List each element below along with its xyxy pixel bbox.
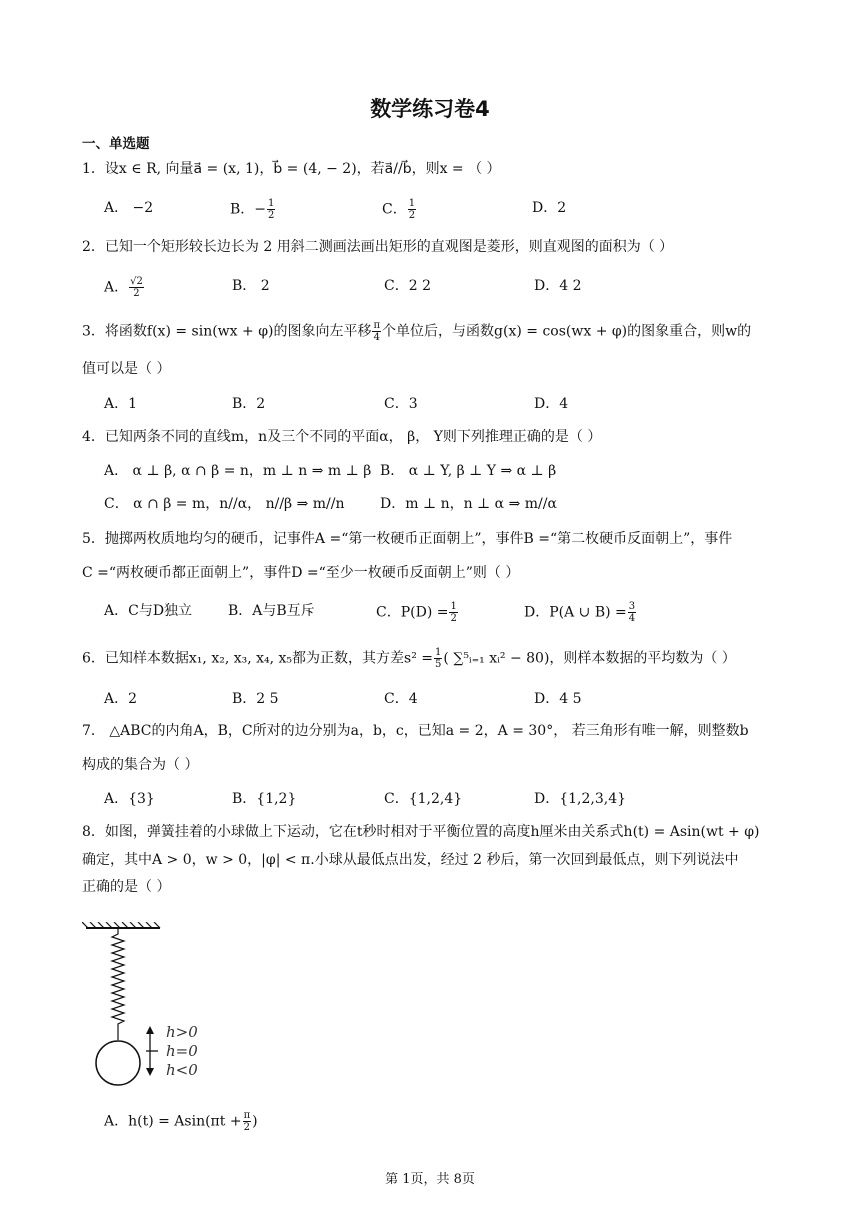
q1-b-fraction bbox=[267, 198, 275, 221]
q2-option-a[interactable] bbox=[104, 276, 145, 299]
q4-option-c[interactable]: C． α ∩ β = m，n//α， n//β ⇒ m//n bbox=[104, 496, 345, 512]
q7-option-a[interactable]: A．{3} bbox=[104, 791, 155, 807]
q6-frac-den: 5 bbox=[435, 659, 442, 670]
question-8-stem: 8．如图，弹簧挂着的小球做上下运动，它在t秒时相对于平衡位置的高度h厘米由关系式h(t) = Asin(wt + φ) bbox=[82, 824, 760, 840]
q1-option-b[interactable] bbox=[230, 198, 276, 221]
question-1-stem: 1．设x ∈ R, 向量a⃗ = (x, 1)，b⃗ = (4, − 2)，若a⃗//b⃗，则x = （ ） bbox=[82, 161, 501, 177]
q1-option-c[interactable] bbox=[382, 198, 417, 221]
q5-option-a[interactable]: A．C与D独立 bbox=[104, 603, 193, 619]
question-8-stem-line3: 正确的是（ ） bbox=[82, 879, 171, 895]
q3-option-a[interactable]: A．1 bbox=[104, 396, 138, 412]
q7-option-c[interactable]: C．{1,2,4} bbox=[384, 791, 463, 807]
q2-option-c[interactable]: C．2 2 bbox=[384, 278, 431, 294]
q5-d-den: 4 bbox=[628, 613, 636, 624]
q3-text-post: 个单位后，与函数g(x) = cos(wx + φ)的图象重合，则w的 bbox=[382, 323, 752, 340]
q8-a-suffix: ) bbox=[252, 1113, 258, 1130]
q6-option-d[interactable]: D．4 5 bbox=[534, 691, 582, 707]
q2-option-b[interactable]: B． 2 bbox=[232, 278, 270, 294]
q3-option-b[interactable]: B．2 bbox=[232, 396, 266, 412]
q1-c-den: 2 bbox=[408, 210, 416, 221]
q5-option-d[interactable] bbox=[524, 601, 637, 624]
q1-option-a[interactable]: A． −2 bbox=[104, 200, 154, 216]
q5-c-fraction bbox=[449, 601, 457, 624]
q5-option-b[interactable]: B．A与B互斥 bbox=[228, 603, 315, 619]
q6-fraction bbox=[434, 647, 442, 670]
question-3-stem bbox=[82, 320, 751, 343]
question-7-stem: 7． △ABC的内角A，B，C所对的边分别为a，b，c，已知a = 2，A = 30°， 若三角形有唯一解，则整数b bbox=[82, 723, 749, 739]
question-3-stem-line2: 值可以是（ ） bbox=[82, 361, 171, 377]
q4-option-d[interactable]: D．m ⊥ n，n ⊥ α ⇒ m//α bbox=[380, 496, 557, 512]
q1-b-den: 2 bbox=[268, 210, 275, 221]
q4-option-a[interactable]: A． α ⊥ β, α ∩ β = n，m ⊥ n ⇒ m ⊥ β bbox=[104, 463, 372, 479]
section-heading: 一、单选题 bbox=[82, 136, 150, 152]
q5-d-prefix: D．P(A ∪ B) = bbox=[524, 604, 627, 621]
q5-option-c[interactable] bbox=[376, 601, 459, 624]
q8-a-den: 2 bbox=[243, 1122, 251, 1133]
q3-option-c[interactable]: C．3 bbox=[384, 396, 418, 412]
q2-option-d[interactable]: D．4 2 bbox=[534, 278, 582, 294]
q2-a-prefix: A． bbox=[104, 279, 129, 296]
question-8-stem-line2: 确定，其中A > 0，w > 0，|φ| < π.小球从最低点出发，经过 2 秒后，第一次回到最低点，则下列说法中 bbox=[82, 852, 739, 868]
q3-option-d[interactable]: D．4 bbox=[534, 396, 569, 412]
q8-a-prefix: A．h(t) = Asin(πt + bbox=[104, 1113, 242, 1130]
q8-option-a[interactable] bbox=[104, 1110, 258, 1133]
q7-option-d[interactable]: D．{1,2,3,4} bbox=[534, 791, 627, 807]
q5-d-fraction bbox=[628, 601, 636, 624]
q1-option-d[interactable]: D．2 bbox=[532, 200, 567, 216]
q5-c-num: 1 bbox=[450, 601, 457, 612]
q1-b-num: 1 bbox=[268, 198, 275, 209]
label-h-negative: h<0 bbox=[166, 1061, 198, 1079]
q6-text-post: ( ∑⁵ᵢ₌₁ xᵢ² − 80)，则样本数据的平均数为（ ） bbox=[443, 650, 736, 667]
q3-frac-num: π bbox=[373, 320, 381, 331]
q6-frac-num: 1 bbox=[435, 647, 442, 658]
q2-a-den: 2 bbox=[133, 288, 140, 299]
q3-frac-den: 4 bbox=[373, 332, 380, 343]
q5-c-prefix: C．P(D) = bbox=[376, 604, 449, 621]
label-h-zero: h=0 bbox=[166, 1042, 198, 1060]
page-title: 数学练习卷4 bbox=[370, 97, 490, 121]
q1-b-prefix: B．− bbox=[230, 201, 267, 218]
question-2-stem: 2．已知一个矩形较长边长为 2 用斜二测画法画出矩形的直观图是菱形，则直观图的面积为（ ） bbox=[82, 239, 674, 255]
q6-text-pre: 6．已知样本数据x₁, x₂, x₃, x₄, x₅都为正数，其方差s² = bbox=[82, 650, 434, 667]
spring-ball-figure bbox=[82, 922, 222, 1092]
question-7-stem-line2: 构成的集合为（ ） bbox=[82, 757, 199, 773]
q1-c-prefix: C． bbox=[382, 201, 407, 218]
question-5-stem-line2: C =“两枚硬币都正面朝上”，事件D =“至少一枚硬币反面朝上”则（ ） bbox=[82, 565, 520, 581]
q6-option-c[interactable]: C．4 bbox=[384, 691, 418, 707]
q2-a-num: √2 bbox=[130, 276, 143, 287]
q1-c-num: 1 bbox=[408, 198, 416, 209]
q6-option-a[interactable]: A．2 bbox=[104, 691, 138, 707]
question-5-stem: 5．抛掷两枚质地均匀的硬币，记事件A =“第一枚硬币正面朝上”，事件B =“第二枚硬币反面朝上”，事件 bbox=[82, 531, 733, 547]
q5-c-den: 2 bbox=[450, 613, 457, 624]
q3-text-pre: 3．将函数f(x) = sin(wx + φ)的图象向左平移 bbox=[82, 323, 372, 340]
q4-option-b[interactable]: B． α ⊥ Y, β ⊥ Y ⇒ α ⊥ β bbox=[380, 463, 557, 479]
q8-a-fraction bbox=[243, 1110, 252, 1133]
question-6-stem bbox=[82, 647, 736, 670]
q7-option-b[interactable]: B．{1,2} bbox=[232, 791, 297, 807]
q5-d-num: 3 bbox=[628, 601, 636, 612]
q6-option-b[interactable]: B．2 5 bbox=[232, 691, 279, 707]
page-footer: 第 1页，共 8页 bbox=[385, 1172, 475, 1187]
q3-fraction bbox=[372, 320, 381, 343]
q8-a-num: π bbox=[243, 1110, 251, 1121]
question-4-stem: 4．已知两条不同的直线m，n及三个不同的平面α， β， Y则下列推理正确的是（ ） bbox=[82, 429, 602, 445]
q1-c-fraction bbox=[408, 198, 416, 221]
q2-a-fraction bbox=[129, 276, 144, 299]
label-h-positive: h>0 bbox=[166, 1023, 198, 1041]
